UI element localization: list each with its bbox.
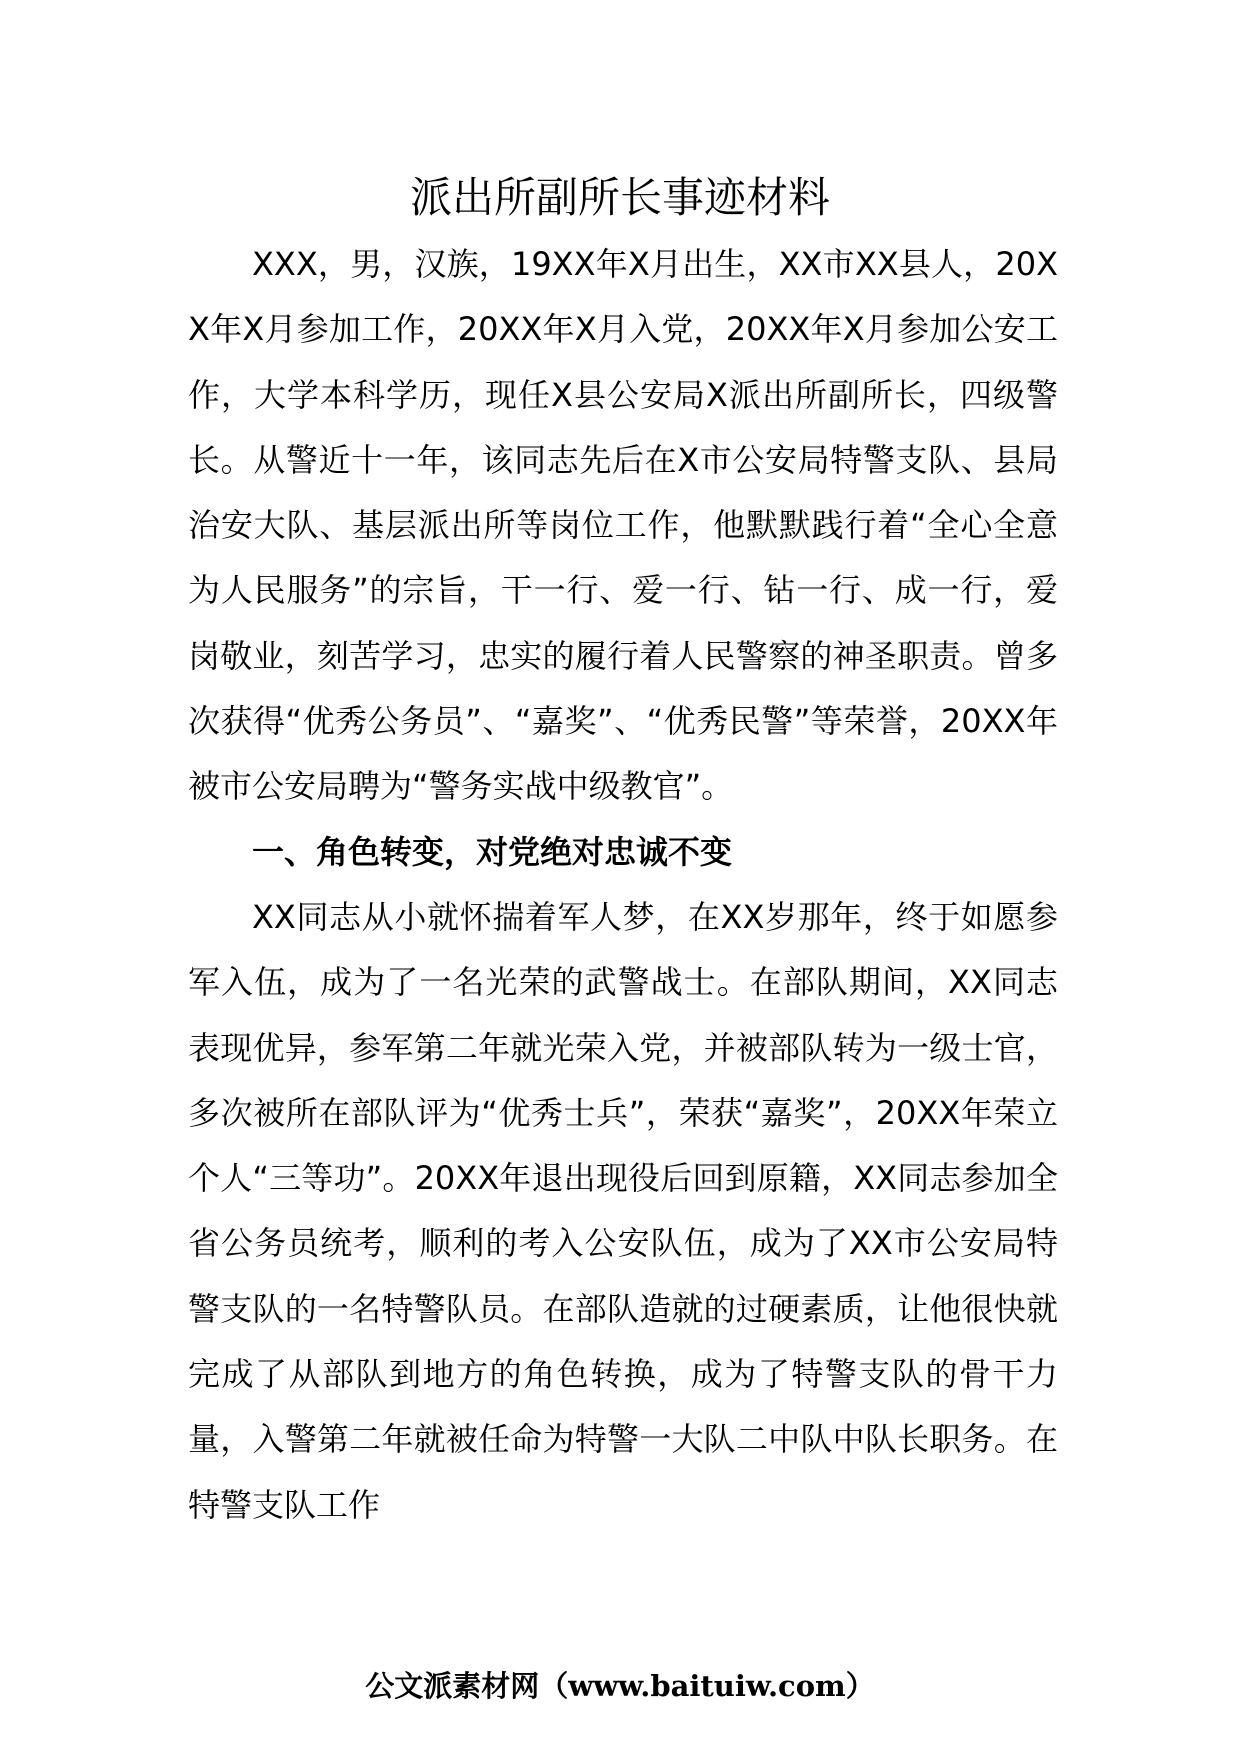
document-title: 派出所副所长事迹材料	[409, 173, 830, 222]
section-heading: 一、角色转变，对党绝对忠诚不变	[252, 832, 733, 871]
footer-watermark: 公文派素材网（www.baituiw.com）	[365, 1669, 875, 1703]
intro-paragraph: XXX，男，汉族，19XX年X月出生，XX市XX县人，20XX年X月参加工作，20XX年X月入党，20XX年X月参加公安工作，大学本科学历，现任X县公安局X派出所副所长，四级警长。从警近十一年，该同志先后在X市公安局特警支队、县局治安大队、基层派出所等岗位工作，他默默践行着“全心全意为人民服务”的宗旨，干一行、爱一行、钻一行、成一行，爱岗敬业，刻苦学习，忠实的履行着人民警察的神圣职责。曾多次获得“优秀公务员”、“嘉奖”、“优秀民警”等荣誉，20XX年被市公安局聘为“警务实战中级教官”。	[188, 245, 1058, 806]
section-paragraph: XX同志从小就怀揣着军人梦，在XX岁那年，终于如愿参军入伍，成为了一名光荣的武警战士。在部队期间，XX同志表现优异，参军第二年就光荣入党，并被部队转为一级士官，多次被所在部队评为“优秀士兵”，荣获“嘉奖”，20XX年荣立个人“三等功”。20XX年退出现役后回到原籍，XX同志参加全省公务员统考，顺利的考入公安队伍，成为了XX市公安局特警支队的一名特警队员。在部队造就的过硬素质，让他很快就完成了从部队到地方的角色转换，成为了特警支队的骨干力量，入警第二年就被任命为特警一大队二中队中队长职务。在特警支队工作	[188, 897, 1058, 1524]
document-body	[188, 232, 1058, 1538]
